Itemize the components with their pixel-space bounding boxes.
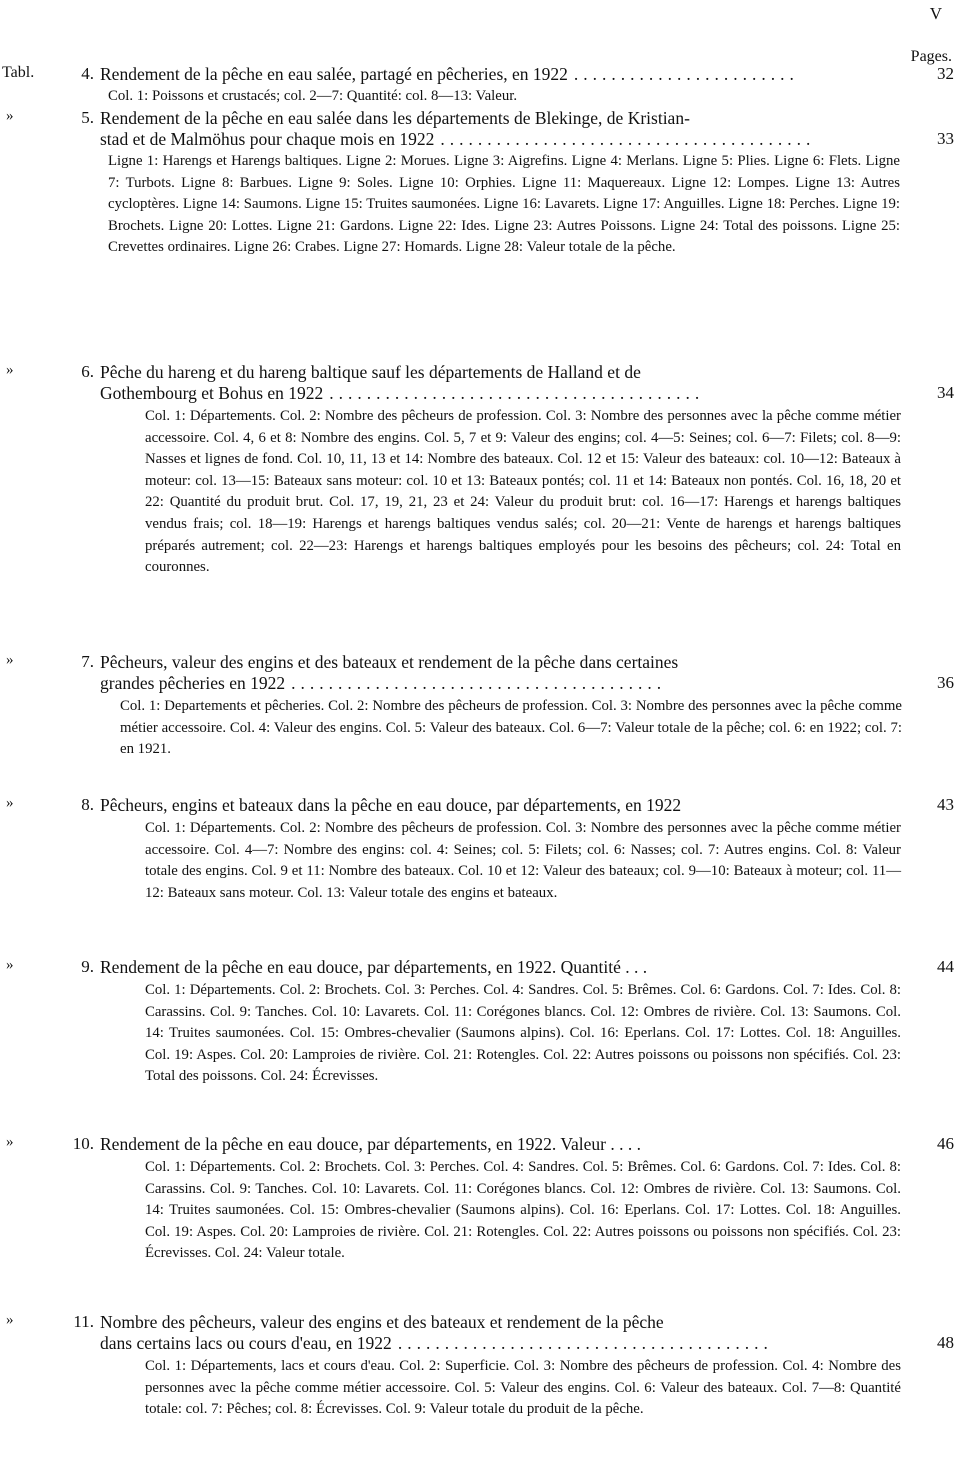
title-line: Rendement de la pêche en eau douce, par départements, en 1922. Valeur . . . . [100,1134,641,1154]
title-line: Rendement de la pêche en eau salée dans les départements de Blekinge, de Kristian- [100,108,690,128]
table-number: 7. [81,652,94,671]
table-title [100,957,900,978]
table-description: Col. 1: Départements. Col. 2: Brochets. Col. 3: Perches. Col. 4: Sandres. Col. 5: Brêmes. Col. 6: Gardons. Col. 7: Ides. Col. 8: Carassins. Col. 9: Tanches. Col. 10: Lavarets. Col. 11: Corégones blancs. Col. 12: Ombres de rivière. Col. 13: Saumons. Col. 14: Truites saumonées. Col. 15: Ombres-chevalier (Saumons alpins). Col. 16: Eperlans. Col. 17: Lottes. Col. 18: Anguilles. Col. 19: Aspes. Col. 20: Lamproies de rivière. Col. 21: Rotengles. Col. 22: Autres poissons ou poissons non spécifiés. Col. 23: Écrevisses. Col. 24: Valeur totale. [145,1159,901,1262]
title-line: stad et de Malmöhus pour chaque mois en 1922 [100,129,435,149]
ditto-marker: » [6,108,14,124]
table-title [100,1134,900,1155]
toc-entry-10 [0,1134,960,1265]
ditto-marker: » [6,652,14,668]
pages-column-label: Pages. [910,48,952,65]
table-title: Rendement de la pêche en eau salée dans les départements de Blekinge, de Kristian- stad et de Malmöhus pour chaque mois en 1922 ........................................ [100,108,816,149]
title-line: dans certains lacs ou cours d'eau, en 1922 [100,1333,392,1353]
table-description: Ligne 1: Harengs et Harengs baltiques. Ligne 2: Morues. Ligne 3: Aigrefins. Ligne 4: Merlans. Ligne 5: Plies. Ligne 6: Flets. Ligne 7: Turbots. Ligne 8: Barbues. Ligne 9: Soles. Ligne 10: Orphies. Ligne 11: Maquereaux. Ligne 12: Lompes. Ligne 13: Autres cycloptères. Ligne 14: Saumons. Ligne 15: Truites saumonées. Ligne 16: Lavarets. Ligne 17: Anguilles. Ligne 18: Perches. Ligne 19: Brochets. Ligne 20: Lottes. Ligne 21: Gardons. Ligne 22: Ides. Ligne 23: Autres Poissons. Ligne 24: Total des poissons. Ligne 25: Crevettes ordinaires. Ligne 26: Crabes. Ligne 27: Homards. Ligne 28: Valeur totale de la pêche. [108,153,900,256]
page-ref: 48 [937,1333,954,1352]
title-line: grandes pêcheries en 1922 [100,673,286,693]
page-ref: 46 [937,1134,954,1153]
table-number: 4. [81,64,94,83]
ditto-marker: » [6,1134,14,1150]
title-line: Nombre des pêcheurs, valeur des engins et des bateaux et rendement de la pêche [100,1312,664,1332]
page-ref: 33 [937,129,954,148]
toc-entry-6 [0,362,960,579]
page-ref: 43 [937,795,954,814]
page-ref: 34 [937,383,954,402]
ditto-marker: » [6,795,14,811]
ditto-marker: » [6,957,14,973]
toc-entry-8 [0,795,960,904]
ditto-marker: » [6,1312,14,1328]
table-title: Rendement de la pêche en eau salée, partagé en pêcheries, en 1922 ........................ [100,64,799,84]
table-number: 5. [81,108,94,127]
table-number: 9. [81,957,94,976]
table-description: Col. 1: Départements, lacs et cours d'eau. Col. 2: Superficie. Col. 3: Nombre des pêcheurs de profession. Col. 4: Nombre des personnes avec la pêche comme métier accessoire. Col. 5: Valeur des engins. Col. 6: Valeur des bateaux. Col. 7—8: Quantité totale: col. 7: Pêches; col. 8: Écrevisses. Col. 9: Valeur totale du produit de la pêche. [145,1358,901,1418]
toc-entry-9 [0,957,960,1088]
title-line: Rendement de la pêche en eau douce, par départements, en 1922. Quantité . . . [100,957,648,977]
table-description: Col. 1: Départements. Col. 2: Brochets. Col. 3: Perches. Col. 4: Sandres. Col. 5: Brêmes. Col. 6: Gardons. Col. 7: Ides. Col. 8: Carassins. Col. 9: Tanches. Col. 10: Lavarets. Col. 11: Corégones blancs. Col. 12: Ombres de rivière. Col. 13: Saumons. Col. 14: Truites saumonées. Col. 15: Ombres-chevalier (Saumons alpins). Col. 16: Eperlans. Col. 17: Lottes. Col. 18: Anguilles. Col. 19: Aspes. Col. 20: Lamproies de rivière. Col. 21: Rotengles. Col. 22: Autres poissons ou poissons non spécifiés. Col. 23: Total des poissons. Col. 24: Écrevisses. [145,982,901,1085]
toc-entry-5 [0,108,960,259]
table-number: 8. [81,795,94,814]
table-description: Col. 1: Departements et pêcheries. Col. 2: Nombre des pêcheurs de profession. Col. 3: Nombre des personnes avec la pêche comme métier accessoire. Col. 4: Valeur des engins. Col. 5: Valeur des bateaux. Col. 6—7: Valeur totale de la pêche; col. 6: en 1922; col. 7: en 1921. [120,698,902,758]
ditto-marker: » [6,362,14,378]
table-title: Pêche du hareng et du hareng baltique sauf les départements de Halland et de Gothembourg et Bohus en 1922 ........................................ [100,362,705,403]
title-line: Pêcheurs, valeur des engins et des bateaux et rendement de la pêche dans certaines [100,652,679,672]
title-line: Gothembourg et Bohus en 1922 [100,383,324,403]
table-prefix: Tabl. [2,64,35,81]
table-title: Nombre des pêcheurs, valeur des engins et des bateaux et rendement de la pêche dans certains lacs ou cours d'eau, en 1922 ........................................ [100,1312,773,1353]
toc-entry-4 [0,64,960,108]
table-number: 10. [72,1134,94,1153]
table-title: Pêcheurs, valeur des engins et des bateaux et rendement de la pêche dans certaines grandes pêcheries en 1922 ........................................ [100,652,679,693]
title-line: Rendement de la pêche en eau salée, partagé en pêcheries, en 1922 [100,64,568,84]
table-title [100,795,900,816]
title-line: Pêche du hareng et du hareng baltique sauf les départements de Halland et de [100,362,641,382]
page-ref: 44 [937,957,954,976]
table-number: 11. [73,1312,94,1331]
table-description: Col. 1: Départements. Col. 2: Nombre des pêcheurs de profession. Col. 3: Nombre des personnes avec la pêche comme métier accessoire. Col. 4—7: Nombre des engins: col. 4: Seines; col. 5: Filets; col. 6: Nasses; col. 7: Autres engins. Col. 8: Valeur totale des engins. Col. 9 et 11: Nombre des bateaux. Col. 10 et 12: Valeur des bateaux; col. 9—10: Bateaux à moteur; col. 11—12: Bateaux sans moteur. Col. 13: Valeur totale des engins et bateaux. [145,820,901,901]
page-ref: 36 [937,673,954,692]
page-number: V [929,4,942,23]
page-ref: 32 [937,64,954,83]
title-line: Pêcheurs, engins et bateaux dans la pêche en eau douce, par départements, en 1922 [100,795,682,815]
table-description: Col. 1: Poissons et crustacés; col. 2—7: Quantité: col. 8—13: Valeur. [108,88,518,104]
toc-entry-7 [0,652,960,761]
toc-entry-11 [0,1312,960,1421]
table-number: 6. [81,362,94,381]
table-description: Col. 1: Départements. Col. 2: Nombre des pêcheurs de profession. Col. 3: Nombre des personnes avec la pêche comme métier accessoire. Col. 4, 6 et 8: Nombre des engins. Col. 5, 7 et 9: Valeur des engins; col. 4—5: Seines; col. 6—7: Filets; col. 8—9: Nasses et lignes de fond. Col. 10, 11, 13 et 14: Nombre des bateaux. Col. 12 et 15: Valeur des bateaux: col. 10—12: Bateaux à moteur: col. 13—15: Bateaux sans moteur: col. 10 et 13: Bateaux pontés; col. 11 et 14: Bateaux non pontés. Col. 16, 18, 20 et 22: Quantité du produit brut. Col. 17, 19, 21, 23 et 24: Valeur du produit brut: col. 16—17: Harengs et harengs baltiques vendus frais; col. 18—19: Harengs et harengs baltiques vendus salés; col. 20—21: Vente de harengs et harengs baltiques préparés autrement; col. 22—23: Harengs et harengs baltiques employés pour les besoins des pêcheurs; col. 24: Total en couronnes. [145,408,901,576]
